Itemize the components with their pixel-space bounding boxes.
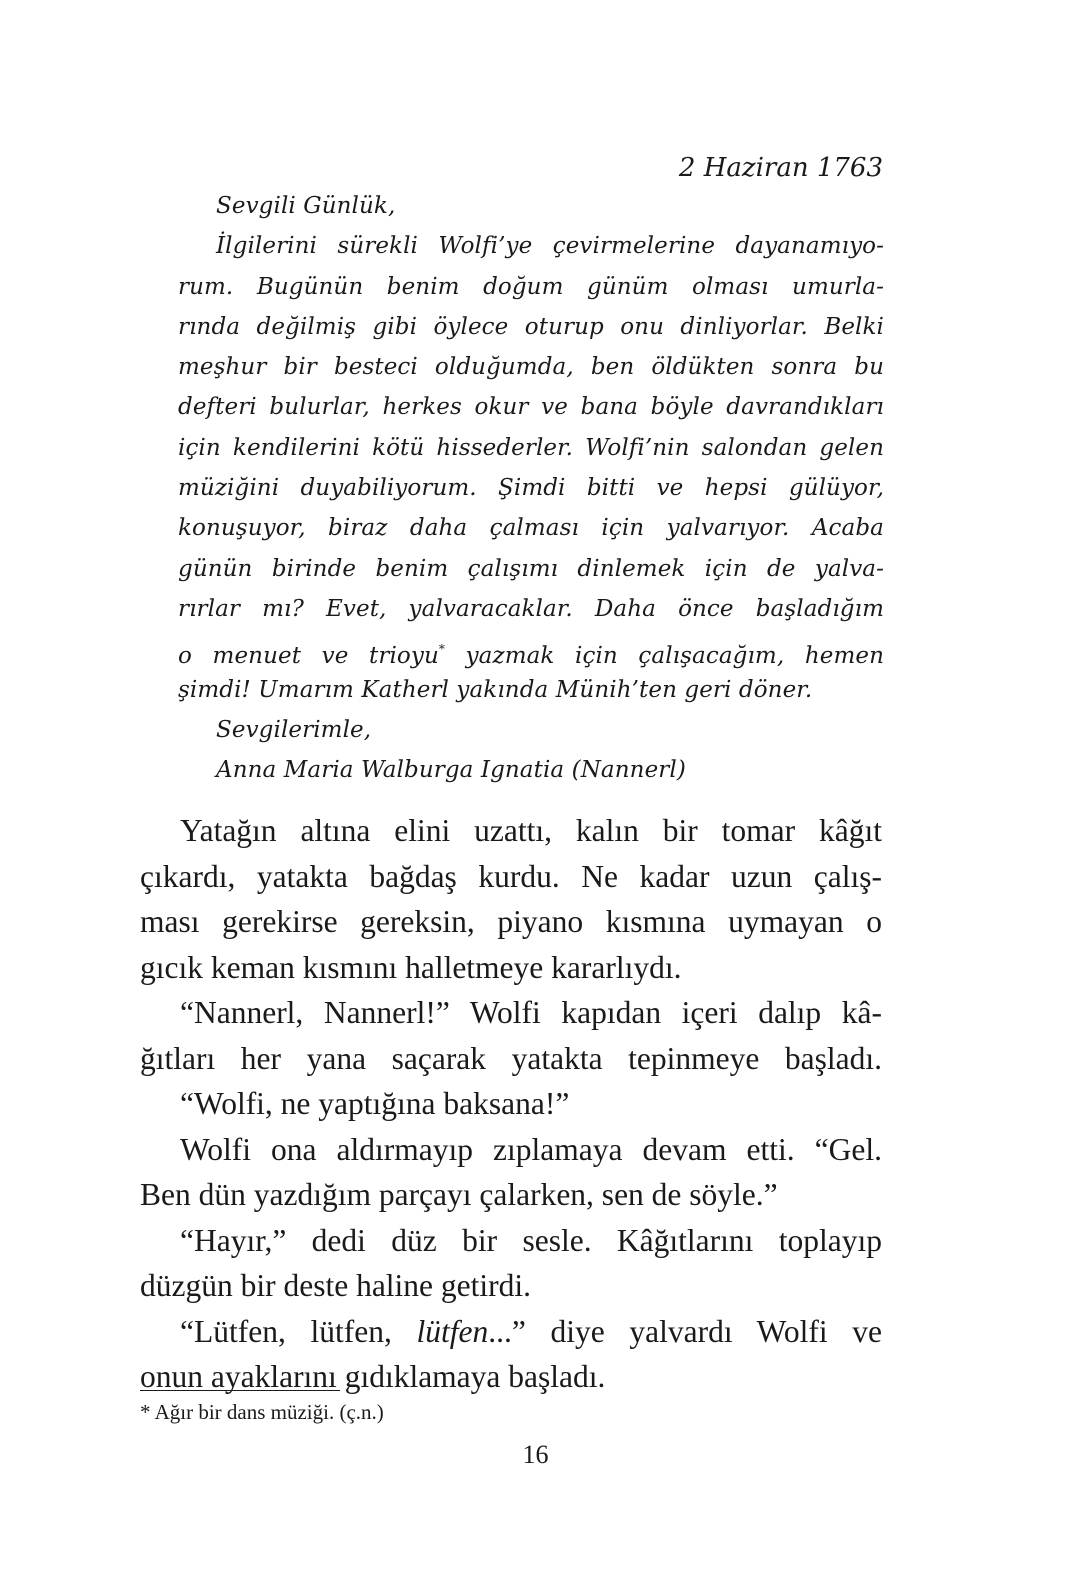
body-line: ğıtları her yana saçarak yatakta tepinmeye başladı.: [140, 1040, 882, 1076]
footnote-divider: [140, 1390, 340, 1391]
body-line: “Hayır,” dedi düz bir sesle. Kâğıtlarını toplayıp: [180, 1222, 882, 1258]
diary-line: rırlar mı? Evet, yalvaracaklar. Daha önce başladığım: [178, 595, 884, 622]
diary-line: konuşuyor, biraz daha çalması için yalvarıyor. Acaba: [178, 515, 884, 542]
diary-line: şimdi! Umarım Katherl yakında Münih’ten geri döner.: [178, 676, 813, 703]
body-line: Wolfi ona aldırmayıp zıplamaya devam etti. “Gel.: [180, 1131, 882, 1167]
body-line: onun ayaklarını gıdıklamaya başladı.: [140, 1359, 606, 1394]
diary-line-part: yazmak için çalışacağım, hemen: [444, 643, 884, 670]
footnote-marker: *: [438, 642, 445, 657]
body-line: gıcık keman kısmını halletmeye kararlıydı.: [140, 949, 682, 985]
body-line: ması gerekirse gereksin, piyano kısmına uymayan o: [140, 904, 882, 939]
diary-line: meşhur bir besteci olduğumda, ben öldükten sonra bu: [178, 354, 884, 381]
diary-line: günün birinde benim çalışımı dinlemek için de yalva-: [178, 555, 884, 582]
body-line: Yatağın altına elini uzattı, kalın bir tomar kâğıt: [180, 813, 882, 848]
diary-line: [178, 629, 884, 669]
body-line: “Wolfi, ne yaptığına baksana!”: [180, 1086, 570, 1121]
body-line: çıkardı, yatakta bağdaş kurdu. Ne kadar uzun çalış-: [140, 858, 882, 894]
narrative-text: [140, 808, 882, 1400]
body-line: “Nannerl, Nannerl!” Wolfi kapıdan içeri dalıp kâ-: [180, 995, 882, 1030]
diary-line: defteri bulurlar, herkes okur ve bana böyle davrandıkları: [178, 394, 884, 421]
diary-closing: Sevgilerimle,: [216, 716, 372, 743]
body-line: Ben dün yazdığım parçayı çalarken, sen de söyle.”: [140, 1177, 778, 1212]
footnote: * Ağır bir dans müziği. (ç.n.): [140, 1400, 384, 1424]
diary-line: için kendilerini kötü hissederler. Wolfi’nin salondan gelen: [178, 434, 884, 461]
diary-entry: [178, 186, 884, 790]
diary-signature: Anna Maria Walburga Ignatia (Nannerl): [216, 757, 686, 784]
diary-date: 2 Haziran 1763: [678, 153, 883, 183]
diary-line: müziğini duyabiliyorum. Şimdi bitti ve hepsi gülüyor,: [178, 475, 884, 502]
body-line-part: “Lütfen, lütfen,: [180, 1313, 417, 1349]
emphasized-word: lütfen: [416, 1313, 489, 1349]
diary-line: rında değilmiş gibi öylece oturup onu dinliyorlar. Belki: [178, 313, 884, 340]
body-line: düzgün bir deste haline getirdi.: [140, 1268, 532, 1303]
diary-line: İlgilerini sürekli Wolfi’ye çevirmelerine dayanamıyo-: [216, 233, 884, 260]
diary-line: rum. Bugünün benim doğum günüm olması umurla-: [178, 273, 884, 300]
diary-salutation: Sevgili Günlük,: [216, 193, 396, 219]
page-number: 16: [522, 1440, 549, 1469]
body-line: [140, 1309, 882, 1355]
body-line-part: ...” diye yalvardı Wolfi ve: [488, 1313, 882, 1349]
diary-line-part: o menuet ve trioyu: [178, 643, 439, 670]
